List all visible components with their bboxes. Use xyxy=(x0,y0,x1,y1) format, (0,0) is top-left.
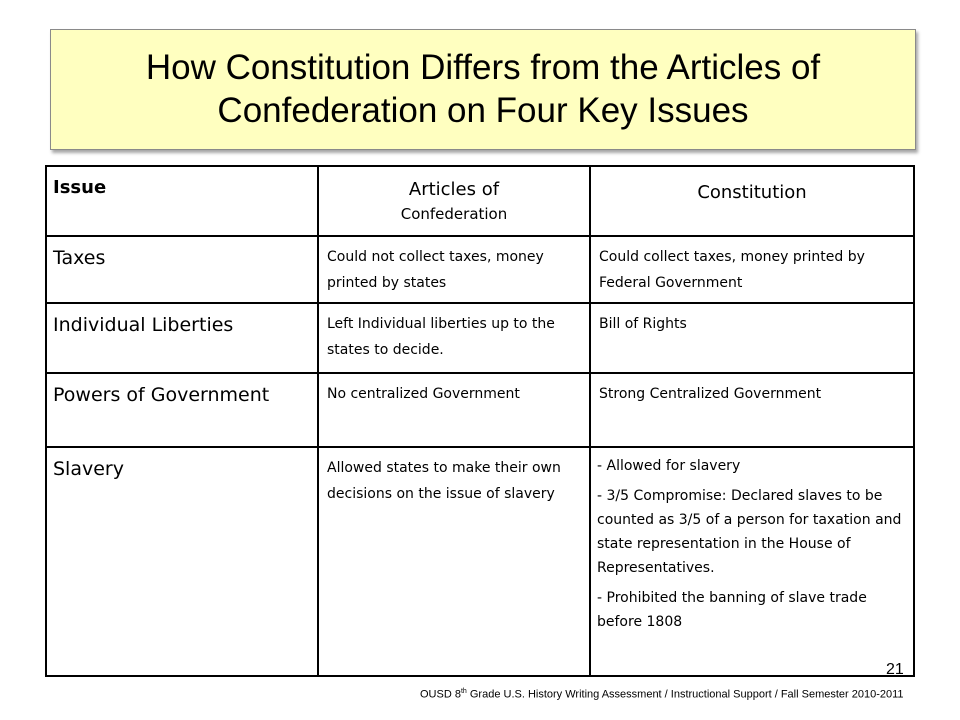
issue-cell: Taxes xyxy=(46,236,318,303)
page-number: 21 xyxy=(886,661,904,678)
footer-superscript: th xyxy=(460,688,467,695)
slavery-point: - Allowed for slavery xyxy=(597,458,741,474)
footer-text xyxy=(420,688,904,701)
articles-cell: Could not collect taxes, money printed by states xyxy=(318,236,590,303)
slavery-point: - Prohibited the banning of slave trade before 1808 xyxy=(597,590,867,630)
table-row-taxes xyxy=(46,236,914,303)
footer-suffix: Grade U.S. History Writing Assessment / Instructional Support / Fall Semester 2010-2011 xyxy=(466,688,904,701)
header-articles xyxy=(318,166,590,236)
table-row-powers xyxy=(46,373,914,447)
issue-cell: Individual Liberties xyxy=(46,303,318,373)
table-row-slavery xyxy=(46,447,914,676)
issue-cell: Slavery xyxy=(46,447,318,676)
footer-prefix: OUSD 8 xyxy=(420,688,461,701)
table-header-row xyxy=(46,166,914,236)
articles-cell: Left Individual liberties up to the states to decide. xyxy=(318,303,590,373)
constitution-cell: Could collect taxes, money printed by Federal Government xyxy=(590,236,914,303)
comparison-table xyxy=(45,165,915,677)
header-articles-line2: Confederation xyxy=(400,204,508,223)
constitution-cell: Strong Centralized Government xyxy=(590,373,914,447)
articles-cell: Allowed states to make their own decisions on the issue of slavery xyxy=(318,447,590,676)
header-articles-line1: Articles of xyxy=(408,179,500,200)
header-issue: Issue xyxy=(46,166,318,236)
constitution-cell: Bill of Rights xyxy=(590,303,914,373)
issue-cell: Powers of Government xyxy=(46,373,318,447)
table-row-liberties xyxy=(46,303,914,373)
constitution-cell xyxy=(590,447,914,676)
slavery-point: - 3/5 Compromise: Declared slaves to be counted as 3/5 of a person for taxation and state representation in the House of Representatives. xyxy=(597,488,902,576)
title-box xyxy=(50,29,916,150)
articles-cell: No centralized Government xyxy=(318,373,590,447)
slide-title: How Constitution Differs from the Articles of Confederation on Four Key Issues xyxy=(145,47,821,130)
header-constitution: Constitution xyxy=(590,166,914,236)
